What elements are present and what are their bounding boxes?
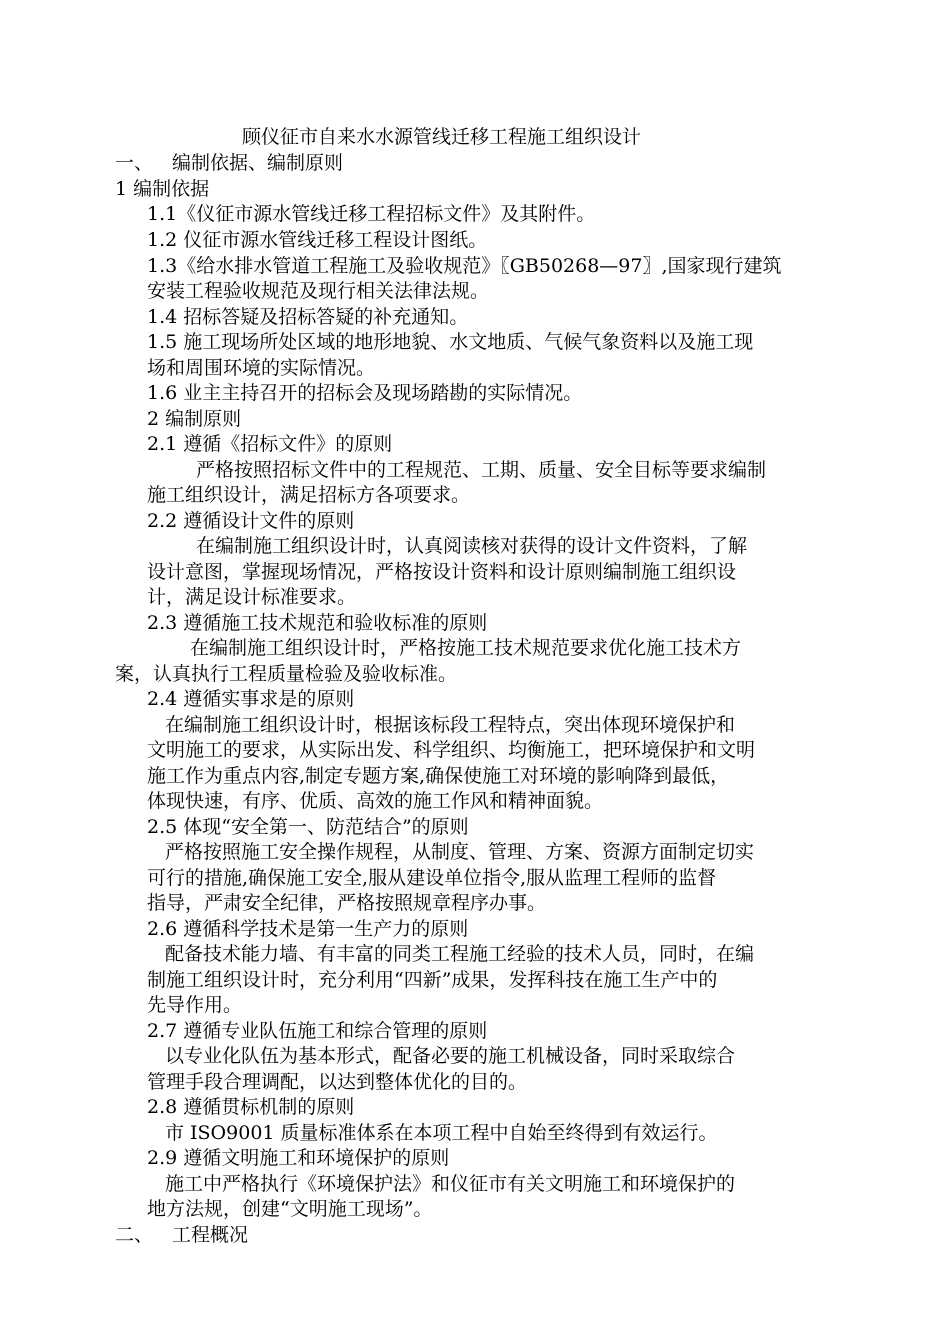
- basis-item: 1.5 施工现场所处区域的地形地貌、水文地质、气候气象资料以及施工现: [147, 331, 754, 353]
- basis-item: 1.3《给水排水管道工程施工及验收规范》〖GB50268—97〗,国家现行建筑: [147, 255, 782, 277]
- principle-text: 以专业化队伍为基本形式，配备必要的施工机械设备，同时采取综合: [165, 1045, 736, 1067]
- principle-text: 文明施工的要求，从实际出发、科学组织、均衡施工，把环境保护和文明: [147, 739, 756, 761]
- principle-text: 管理手段合理调配，以达到整体优化的目的。: [147, 1071, 528, 1093]
- principle-text: 在编制施工组织设计时，根据该标段工程特点，突出体现环境保护和: [165, 714, 736, 736]
- section-1-number: 一、: [115, 152, 154, 174]
- document-title: 顾仪征市自来水水源管线迁移工程施工组织设计: [242, 126, 642, 148]
- principle-text: 市 ISO9001 质量标准体系在本项工程中自始至终得到有效运行。: [165, 1122, 718, 1144]
- principle-text: 在编制施工组织设计时，严格按施工技术规范要求优化施工技术方: [190, 637, 742, 659]
- section-2-heading: 工程概况: [172, 1224, 249, 1246]
- basis-item-continuation: 场和周围环境的实际情况。: [147, 357, 376, 379]
- basis-item: 1.6 业主主持召开的招标会及现场踏勘的实际情况。: [147, 382, 583, 404]
- principle-text: 施工组织设计，满足招标方各项要求。: [147, 484, 471, 506]
- basis-item: 1.2 仪征市源水管线迁移工程设计图纸。: [147, 229, 488, 251]
- principle-text: 体现快速，有序、优质、高效的施工作风和精神面貌。: [147, 790, 604, 812]
- section-1-heading: 编制依据、编制原则: [172, 152, 344, 174]
- subsection-2-heading: 2 编制原则: [147, 408, 242, 430]
- principle-text: 指导，严肃安全纪律，严格按照规章程序办事。: [147, 892, 547, 914]
- principle-text: 可行的措施,确保施工安全,服从建设单位指令,服从监理工程师的监督: [147, 867, 717, 889]
- principle-heading: 2.5 体现“安全第一、防范结合”的原则: [147, 816, 469, 838]
- basis-item: 1.1《仪征市源水管线迁移工程招标文件》及其附件。: [147, 203, 596, 225]
- principle-text: 严格按照施工安全操作规程，从制度、管理、方案、资源方面制定切实: [165, 841, 755, 863]
- principle-text: 严格按照招标文件中的工程规范、工期、质量、安全目标等要求编制: [196, 459, 767, 481]
- principle-heading: 2.7 遵循专业队伍施工和综合管理的原则: [147, 1020, 488, 1042]
- principle-text: 施工作为重点内容,制定专题方案,确保使施工对环境的影响降到最低，: [147, 765, 730, 787]
- principle-text: 制施工组织设计时，充分利用“四新”成果，发挥科技在施工生产中的: [147, 969, 718, 991]
- basis-item: 1.4 招标答疑及招标答疑的补充通知。: [147, 306, 469, 328]
- section-2-number: 二、: [115, 1224, 154, 1246]
- subsection-1-heading: 1 编制依据: [115, 178, 210, 200]
- principle-text: 在编制施工组织设计时，认真阅读核对获得的设计文件资料，了解: [196, 535, 748, 557]
- principle-text: 案，认真执行工程质量检验及验收标准。: [115, 663, 458, 685]
- principle-heading: 2.9 遵循文明施工和环境保护的原则: [147, 1147, 450, 1169]
- principle-text: 设计意图，掌握现场情况，严格按设计资料和设计原则编制施工组织设: [147, 561, 737, 583]
- principle-heading: 2.4 遵循实事求是的原则: [147, 688, 355, 710]
- principle-heading: 2.3 遵循施工技术规范和验收标准的原则: [147, 612, 488, 634]
- principle-heading: 2.1 遵循《招标文件》的原则: [147, 433, 393, 455]
- principle-text: 施工中严格执行《环境保护法》和仪征市有关文明施工和环境保护的: [165, 1173, 736, 1195]
- principle-text: 配备技术能力墙、有丰富的同类工程施工经验的技术人员，同时，在编: [165, 943, 755, 965]
- basis-item-continuation: 安装工程验收规范及现行相关法律法规。: [147, 280, 490, 302]
- principle-text: 地方法规，创建“文明施工现场”。: [147, 1198, 433, 1220]
- principle-text: 计，满足设计标准要求。: [147, 586, 357, 608]
- principle-heading: 2.2 遵循设计文件的原则: [147, 510, 355, 532]
- principle-text: 先导作用。: [147, 994, 243, 1016]
- principle-heading: 2.8 遵循贯标机制的原则: [147, 1096, 355, 1118]
- principle-heading: 2.6 遵循科学技术是第一生产力的原则: [147, 918, 469, 940]
